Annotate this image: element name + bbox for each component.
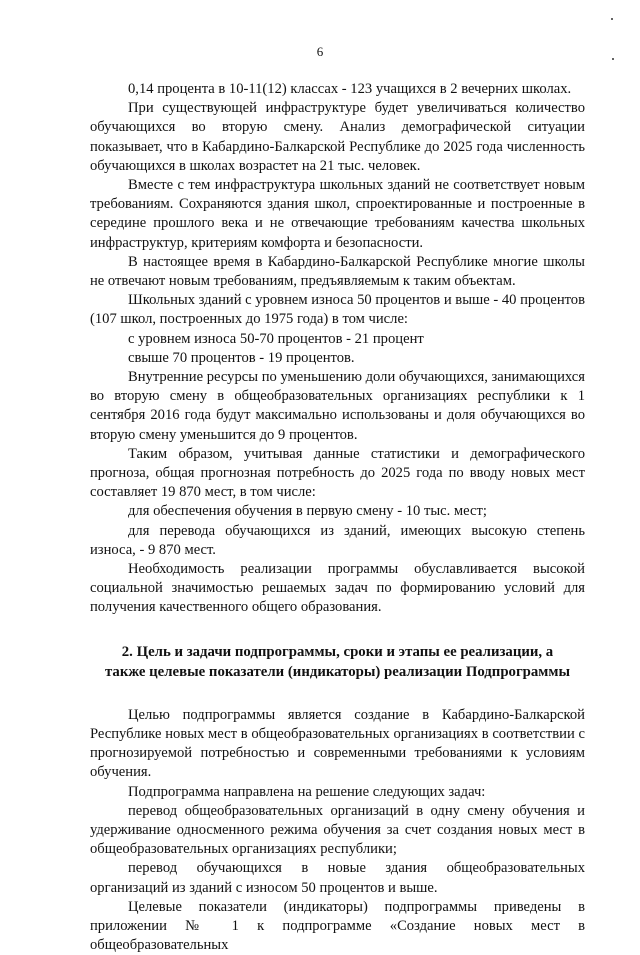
paragraph: Школьных зданий с уровнем износа 50 процентов и выше - 40 процентов (107 школ, построенных до 1975 года) в том числе: — [90, 292, 585, 328]
paragraph: В настоящее время в Кабардино-Балкарской Республике многие школы не отвечают новым требованиям, предъявляемым к таким объектам. — [90, 253, 585, 290]
section-heading-line: 2. Цель и задачи подпрограммы, сроки и этапы ее реализации, а — [121, 643, 554, 660]
paragraph: Внутренние ресурсы по уменьшению доли обучающихся, занимающихся во вторую смену в общеобразовательных организациях республики к 1 сентября 2016 года будут максимально использованы и доля обучающихся во вторую смену уменьшится до 9 процентов. — [90, 369, 585, 443]
document-body — [90, 80, 585, 955]
paragraph: Целью подпрограммы является создание в Кабардино-Балкарской Республике новых мест в общеобразовательных организациях в соответствии с прогнозируемой потребностью и современными требованиями к условиям обучения. — [90, 706, 585, 781]
page-number: 6 — [316, 44, 324, 59]
paragraph: Вместе с тем инфраструктура школьных зданий не соответствует новым требованиям. Сохраняются здания школ, спроектированные и построенные в середине прошлого века и не отвечающие требованиям качества школьных инфраструктур, критериям комфорта и безопасности. — [90, 177, 585, 251]
list-item: перевод общеобразовательных организаций в одну смену обучения и удерживание односменного режима обучения за счет создания новых мест в общеобразовательных организациях республики; — [90, 802, 585, 858]
paragraph: Таким образом, учитывая данные статистики и демографического прогноза, общая прогнозная потребность до 2025 года по вводу новых мест составляет 19 870 мест, в том числе: — [90, 445, 585, 501]
paragraph: Целевые показатели (индикаторы) подпрограммы приведены в приложении № 1 к подпрограмме «Создание новых мест в общеобразовательных — [90, 898, 585, 954]
list-item: свыше 70 процентов - 19 процентов. — [128, 349, 355, 366]
list-item: для обеспечения обучения в первую смену - 10 тыс. мест; — [128, 503, 487, 520]
list-item: перевод обучающихся в новые здания общеобразовательных организаций из зданий с износом 50 процентов и выше. — [90, 860, 585, 896]
paragraph: 0,14 процента в 10-11(12) классах - 123 учащихся в 2 вечерних школах. — [128, 81, 572, 97]
paragraph: Подпрограмма направлена на решение следующих задач: — [128, 783, 486, 800]
section-heading-line: также целевые показатели (индикаторы) реализации Подпрограммы — [104, 663, 571, 680]
section-heading — [90, 642, 585, 682]
paragraph: При существующей инфраструктуре будет увеличиваться количество обучающихся во вторую смену. Анализ демографической ситуации показывает, что в Кабардино-Балкарской Республике до 2025 года численность обучающихся в школах возрастет на 21 тыс. человек. — [90, 100, 585, 174]
paragraph: Необходимость реализации программы обуславливается высокой социальной значимостью решаемых задач по формированию условий для получения качественного общего образования. — [90, 561, 585, 616]
scan-speck — [611, 18, 613, 20]
list-item: с уровнем износа 50-70 процентов - 21 процент — [128, 330, 424, 347]
list-item: для перевода обучающихся из зданий, имеющих высокую степень износа, - 9 870 мест. — [90, 522, 585, 558]
